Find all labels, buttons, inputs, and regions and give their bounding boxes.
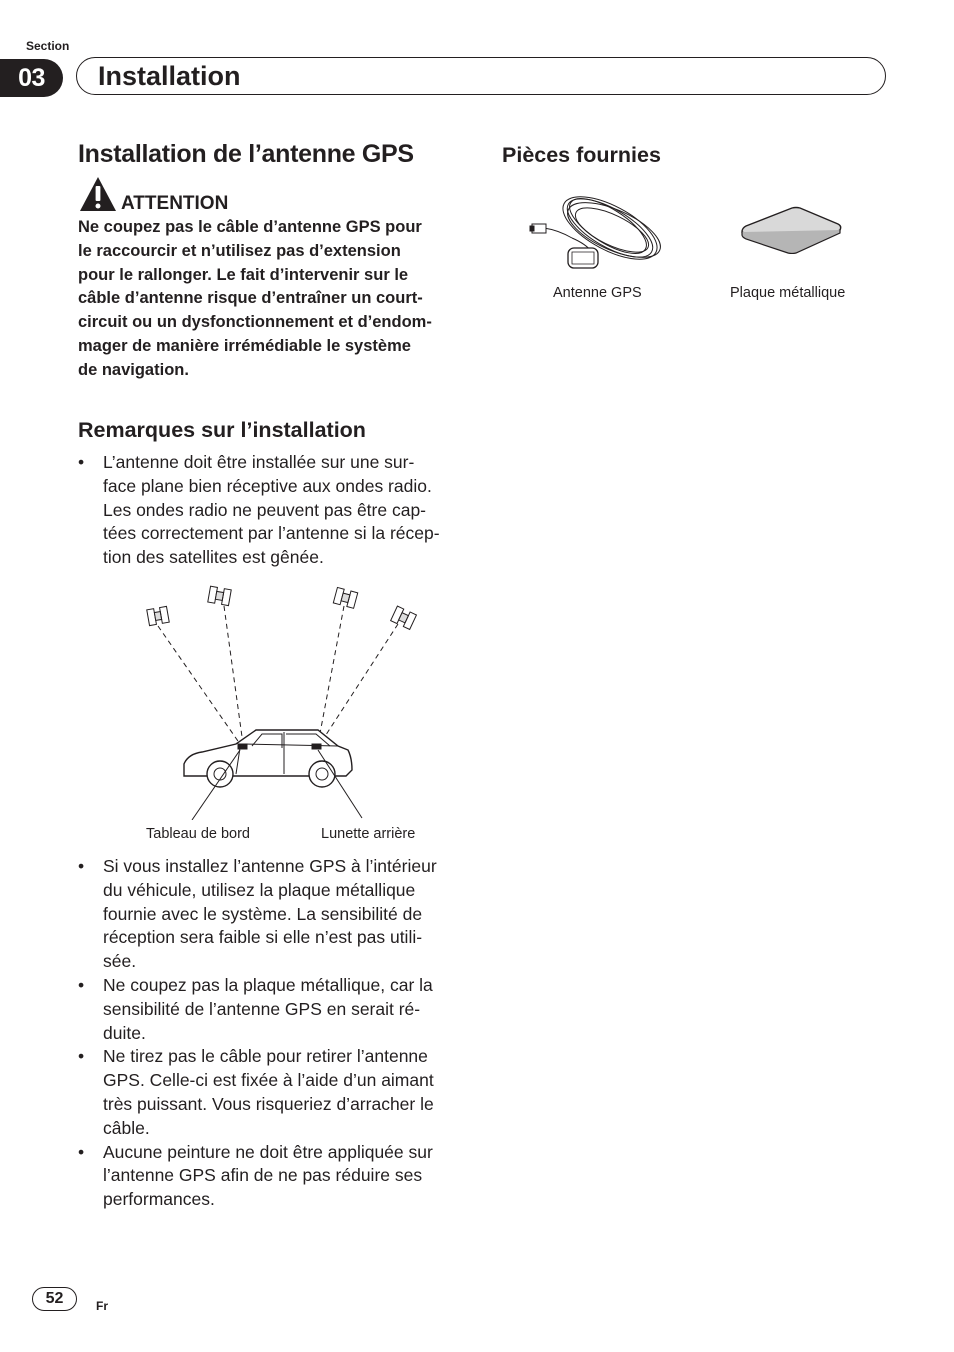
bullet-line: l’antenne GPS afin de ne pas réduire ses	[103, 1165, 423, 1186]
caption-tableau-de-bord: Tableau de bord	[146, 826, 250, 842]
car-satellite-illustration	[140, 580, 440, 820]
bullet-line: Si vous installez l’antenne GPS à l’intérieur	[103, 856, 437, 876]
attention-line: circuit ou un dysfonctionnement et d’endom-	[78, 313, 432, 332]
bullet-line: performances.	[103, 1189, 215, 1210]
bullet-line: très puissant. Vous risqueriez d’arracher le	[103, 1093, 434, 1114]
bullet-line: tées correctement par l’antenne si la récep-	[103, 523, 440, 544]
pieces-heading: Pièces fournies	[502, 143, 661, 167]
list-item	[78, 1141, 473, 1212]
section-title: Installation	[98, 61, 241, 91]
attention-line: Ne coupez pas le câble d’antenne GPS pour	[78, 218, 422, 236]
bullet-line: du véhicule, utilisez la plaque métallique	[103, 879, 416, 900]
attention-line: le raccourcir et n’utilisez pas d’extension	[78, 241, 401, 260]
section-label: Section	[26, 39, 70, 53]
bullet-dot: •	[78, 1046, 85, 1067]
bullet-line: Les ondes radio ne peuvent pas être cap-	[103, 499, 426, 520]
page-number: 52	[32, 1287, 77, 1311]
remarques-list-continued	[78, 855, 473, 1212]
bullet-line: face plane bien réceptive aux ondes radio.	[103, 475, 432, 496]
caption-lunette-arriere: Lunette arrière	[321, 826, 416, 842]
bullet-line: GPS. Celle-ci est fixée à l’aide d’un aimant	[103, 1070, 434, 1091]
attention-line: de navigation.	[78, 360, 189, 379]
bullet-dot: •	[78, 856, 85, 876]
bullet-dot: •	[78, 1141, 85, 1162]
metal-plate-icon	[738, 206, 844, 254]
attention-line: pour le rallonger. Le fait d’intervenir sur le	[78, 265, 409, 284]
list-item	[78, 1045, 473, 1140]
caption-antenne-gps: Antenne GPS	[553, 285, 642, 301]
warning-triangle-icon	[79, 176, 117, 217]
bullet-line: Ne tirez pas le câble pour retirer l’antenne	[103, 1046, 428, 1067]
attention-line: câble d’antenne risque d’entraîner un court-	[78, 289, 423, 308]
section-number-badge: 03	[0, 59, 63, 97]
remarques-list	[78, 451, 473, 570]
bullet-dot: •	[78, 974, 85, 995]
bullet-line: Ne coupez pas la plaque métallique, car la	[103, 974, 433, 995]
bullet-dot: •	[78, 452, 85, 472]
remarques-heading: Remarques sur l’installation	[78, 418, 366, 442]
language-label: Fr	[96, 1299, 108, 1313]
bullet-line: sensibilité de l’antenne GPS en serait ré-	[103, 998, 421, 1019]
attention-text	[78, 216, 468, 383]
list-item	[78, 974, 473, 1045]
bullet-line: tion des satellites est gênée.	[103, 547, 324, 568]
caption-plaque-metallique: Plaque métallique	[730, 285, 846, 301]
bullet-line: Aucune peinture ne doit être appliquée sur	[103, 1141, 433, 1162]
gps-antenna-icon	[528, 182, 668, 277]
bullet-line: L’antenne doit être installée sur une sur-	[103, 452, 415, 472]
bullet-line: réception sera faible si elle n’est pas utili-	[103, 927, 423, 948]
list-item	[78, 451, 473, 570]
bullet-line: câble.	[103, 1117, 150, 1138]
bullet-line: sée.	[103, 951, 137, 972]
attention-label: ATTENTION	[121, 193, 229, 214]
bullet-line: duite.	[103, 1022, 146, 1043]
attention-line: mager de manière irrémédiable le système	[78, 336, 411, 355]
page-title: Installation de l’antenne GPS	[78, 140, 414, 168]
bullet-line: fournie avec le système. La sensibilité de	[103, 903, 423, 924]
list-item	[78, 855, 473, 974]
